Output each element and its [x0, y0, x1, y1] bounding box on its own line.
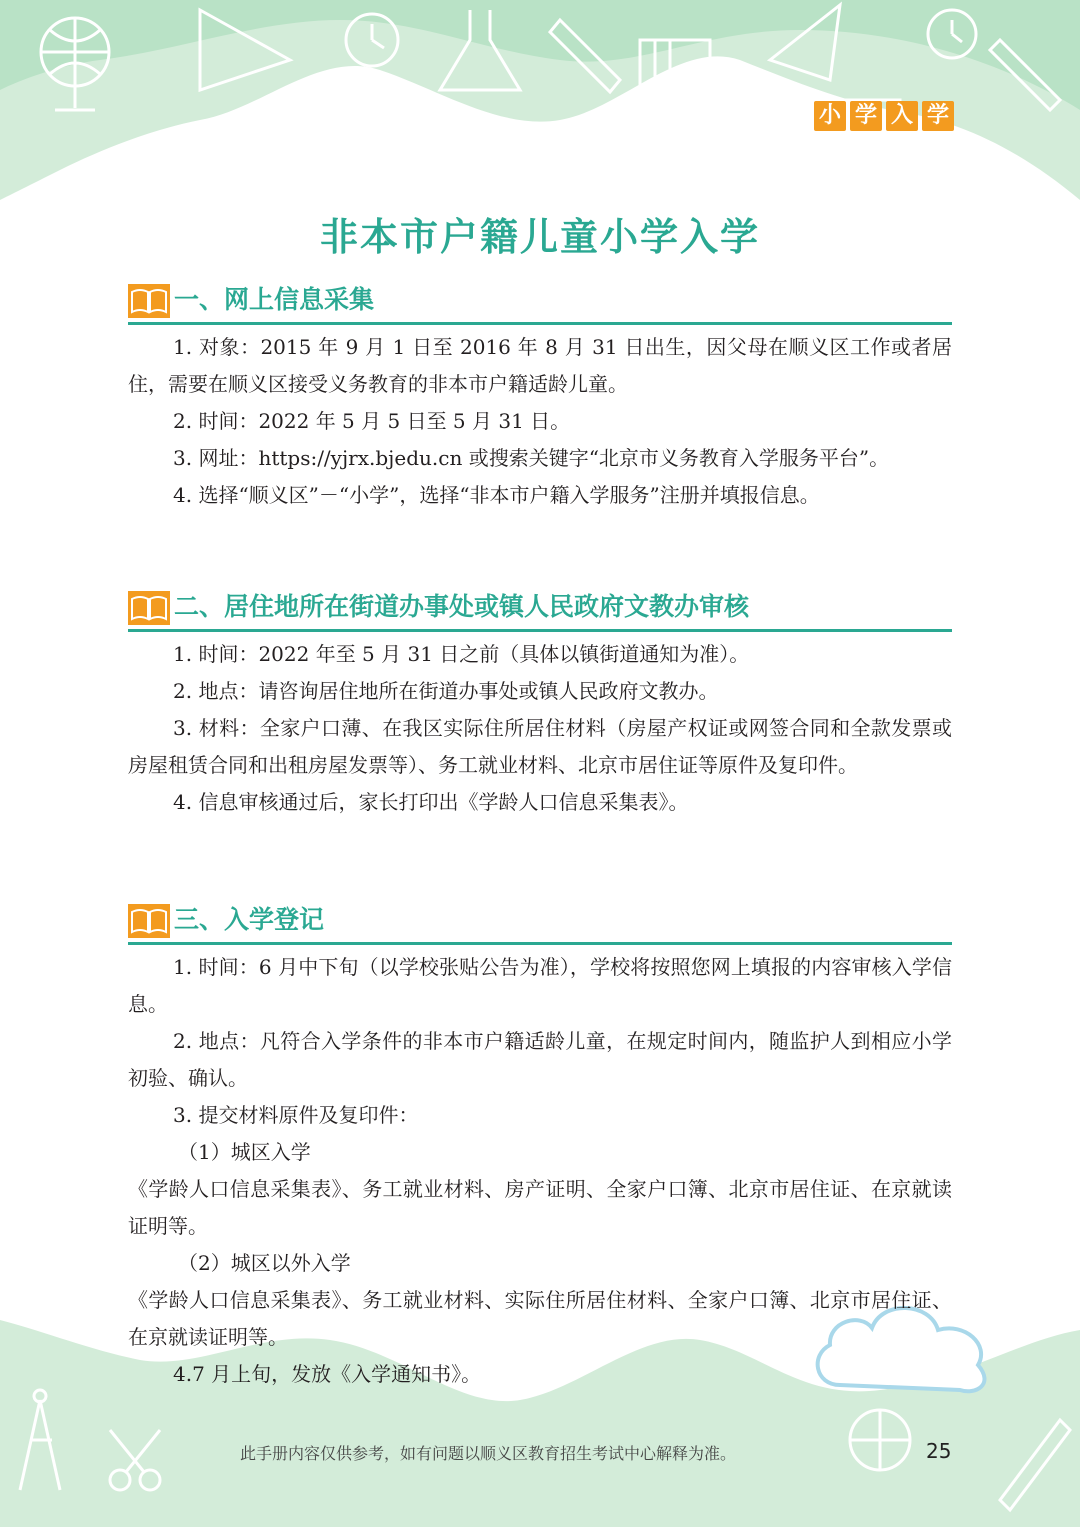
open-book-icon: [128, 284, 170, 318]
badge-char: 学: [922, 101, 954, 131]
section-heading: [128, 589, 952, 632]
section-online-info: [128, 282, 952, 514]
subheading: （1）城区入学: [178, 1140, 311, 1164]
paragraph: 2. 时间：2022 年 5 月 5 日至 5 月 31 日。: [173, 409, 571, 433]
paragraph: 2. 地点：请咨询居住地所在街道办事处或镇人民政府文教办。: [173, 679, 719, 703]
section-heading-text: 二、居住地所在街道办事处或镇人民政府文教办审核: [174, 592, 750, 621]
section-heading-text: 三、入学登记: [174, 905, 325, 934]
page-number: 25: [926, 1439, 952, 1463]
section-review: [128, 589, 952, 821]
paragraph: 1. 时间：6 月中下旬（以学校张贴公告为准），学校将按照您网上填报的内容审核入学信息。: [128, 955, 952, 1016]
open-book-icon: [128, 591, 170, 625]
paragraph: 4. 信息审核通过后，家长打印出《学龄人口信息采集表》。: [173, 790, 689, 814]
paragraph: 1. 时间：2022 年至 5 月 31 日之前（具体以镇街道通知为准）。: [173, 642, 750, 666]
subheading: （2）城区以外入学: [178, 1251, 351, 1275]
section-heading: [128, 282, 952, 325]
page-title: 非本市户籍儿童小学入学: [319, 215, 760, 259]
paragraph: 4.7 月上旬，发放《入学通知书》。: [173, 1362, 482, 1386]
open-book-icon: [128, 904, 170, 938]
section-heading: [128, 902, 952, 945]
paragraph: 《学龄人口信息采集表》、务工就业材料、房产证明、全家户口簿、北京市居住证、在京就读证明等。: [128, 1177, 952, 1238]
paragraph: 3. 材料：全家户口薄、在我区实际住所居住材料（房屋产权证或网签合同和全款发票或房屋租赁合同和出租房屋发票等）、务工就业材料、北京市居住证等原件及复印件。: [128, 716, 952, 777]
section-registration: [128, 902, 952, 1393]
badge-char: 小: [814, 101, 846, 131]
paragraph: 2. 地点：凡符合入学条件的非本市户籍适龄儿童，在规定时间内，随监护人到相应小学初验、确认。: [128, 1029, 952, 1090]
category-badge: [814, 101, 954, 131]
badge-char: 学: [850, 101, 882, 131]
paragraph: 4. 选择“顺义区”－“小学”，选择“非本市户籍入学服务”注册并填报信息。: [173, 483, 820, 507]
paragraph: 3. 网址：https://yjrx.bjedu.cn 或搜索关键字“北京市义务教育入学服务平台”。: [173, 446, 890, 470]
paragraph: 《学龄人口信息采集表》、务工就业材料、实际住所居住材料、全家户口簿、北京市居住证、在京就读证明等。: [128, 1288, 952, 1349]
globe-bottom-doodle-icon: [850, 1410, 910, 1470]
badge-char: 入: [886, 101, 918, 131]
paragraph: 3. 提交材料原件及复印件：: [173, 1103, 419, 1127]
section-heading-text: 一、网上信息采集: [174, 285, 375, 314]
paragraph: 1. 对象：2015 年 9 月 1 日至 2016 年 8 月 31 日出生，因父母在顺义区工作或者居住，需要在顺义区接受义务教育的非本市户籍适龄儿童。: [128, 335, 952, 396]
footer-disclaimer: 此手册内容仅供参考，如有问题以顺义区教育招生考试中心解释为准。: [240, 1444, 737, 1463]
